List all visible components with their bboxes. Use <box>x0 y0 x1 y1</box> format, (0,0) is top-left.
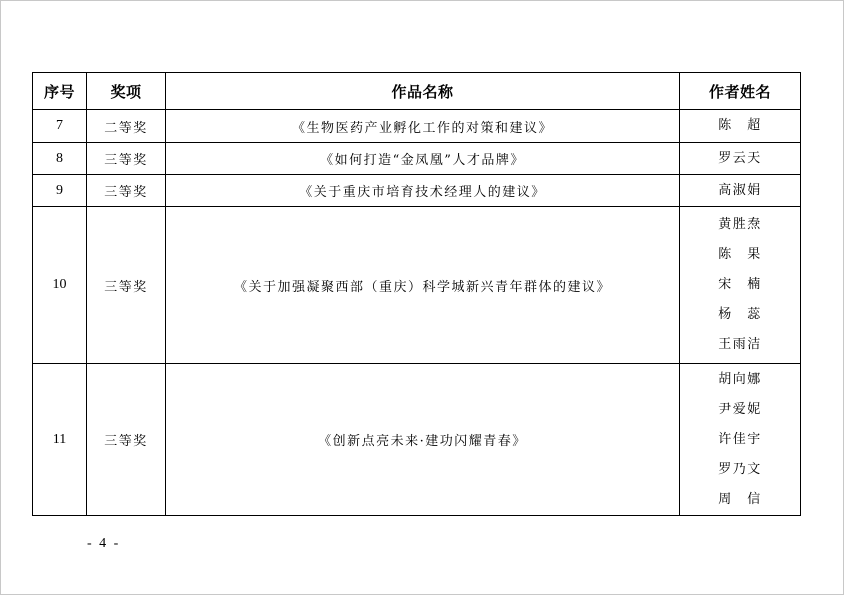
row-number: 8 <box>33 143 87 175</box>
table-row <box>33 175 801 207</box>
author-name: 罗云天 <box>718 150 762 166</box>
work-title: 《如何打造“金凤凰”人才品牌》 <box>166 143 680 175</box>
work-title: 《关于重庆市培育技术经理人的建议》 <box>166 175 680 207</box>
row-number: 9 <box>33 175 87 207</box>
header-author-names: 作者姓名 <box>680 73 801 110</box>
work-title: 《关于加强凝聚西部（重庆）科学城新兴青年群体的建议》 <box>166 207 680 364</box>
award-level: 三等奖 <box>87 175 166 207</box>
awards-table <box>32 72 801 516</box>
author-name: 胡向娜 <box>718 371 762 387</box>
header-award: 奖项 <box>87 73 166 110</box>
author-cell <box>680 175 801 207</box>
author-name: 周 信 <box>718 491 762 507</box>
page-number: - 4 - <box>87 536 121 551</box>
work-title: 《创新点亮未来·建功闪耀青春》 <box>166 364 680 516</box>
author-name: 王雨洁 <box>718 337 762 352</box>
table-header-row <box>33 73 801 110</box>
award-level: 三等奖 <box>87 364 166 516</box>
table-row <box>33 207 801 364</box>
header-serial-number: 序号 <box>33 73 87 110</box>
table-row <box>33 364 801 516</box>
row-number: 11 <box>33 364 87 516</box>
work-title: 《生物医药产业孵化工作的对策和建议》 <box>166 110 680 143</box>
author-cell <box>680 207 801 364</box>
author-cell <box>680 143 801 175</box>
author-name: 宋 楠 <box>718 277 762 292</box>
author-name: 高淑娟 <box>718 182 762 198</box>
author-cell <box>680 110 801 143</box>
table-row <box>33 143 801 175</box>
award-level: 三等奖 <box>87 207 166 364</box>
author-name: 尹爱妮 <box>718 401 762 417</box>
author-name: 陈 超 <box>718 118 762 133</box>
author-name: 黄胜焘 <box>718 217 762 232</box>
table-row <box>33 110 801 143</box>
header-work-title: 作品名称 <box>166 73 680 110</box>
award-level: 二等奖 <box>87 110 166 143</box>
author-cell <box>680 364 801 516</box>
author-name: 陈 果 <box>718 247 762 262</box>
author-name: 许佳宇 <box>718 431 762 447</box>
author-name: 罗乃文 <box>718 461 762 477</box>
author-name: 杨 蕊 <box>718 307 762 322</box>
row-number: 10 <box>33 207 87 364</box>
row-number: 7 <box>33 110 87 143</box>
award-level: 三等奖 <box>87 143 166 175</box>
